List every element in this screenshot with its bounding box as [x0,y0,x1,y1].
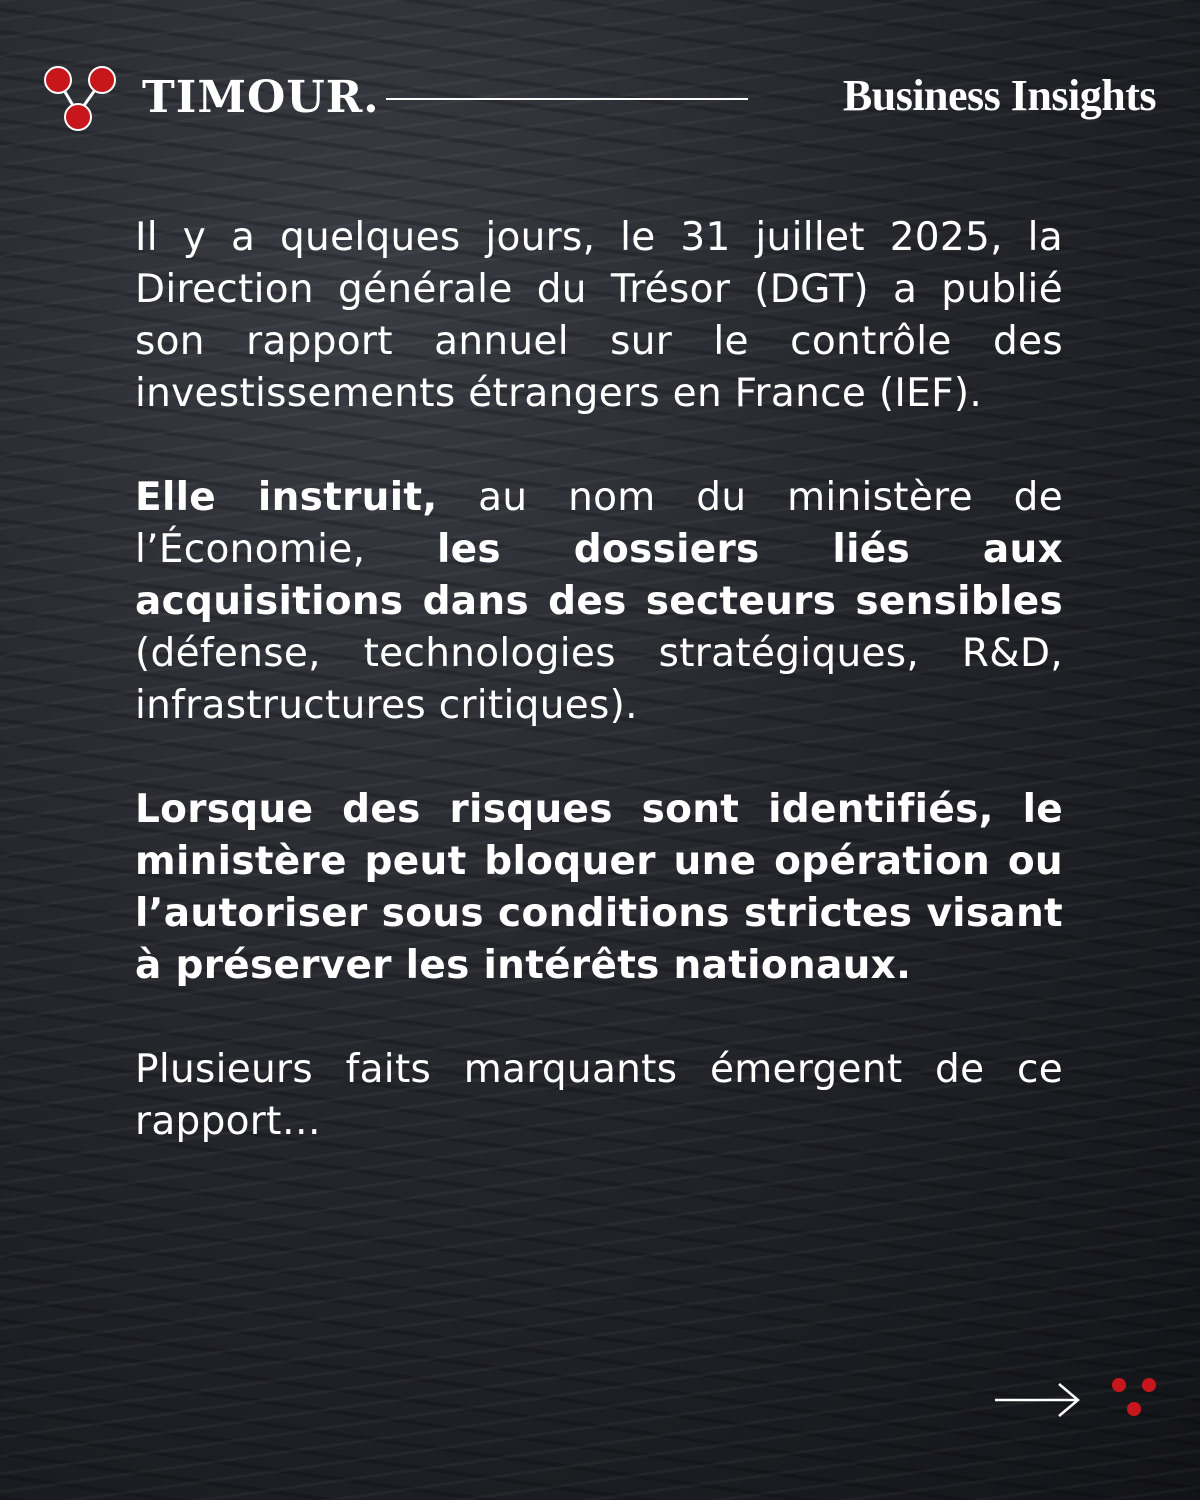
mission-text-2: (défense, technologies stratégiques, R&D, infrastructures critiques). [135,631,1063,728]
paragraph-intro: Il y a quelques jours, le 31 juillet 2025, la Direction générale du Trésor (DGT) a publié son rapport annuel sur le contrôle des investissements étrangers en France (IEF). [135,215,1063,416]
risks-bold-text: Lorsque des risques sont identifiés, le ministère peut bloquer une opération ou l’autoriser sous conditions strictes visant à préserver les intérêts nationaux. [135,787,1063,988]
arrow-right-icon[interactable] [993,1380,1081,1420]
header [40,62,1160,132]
header-tagline: Business Insights [842,71,1156,120]
mission-bold-sectors: les dossiers liés aux acquisitions dans des secteurs sensibles [135,527,1063,624]
paragraph-outro: Plusieurs faits marquants émergent de ce rapport… [135,1047,1063,1144]
mission-bold-lead: Elle instruit, [135,475,438,520]
header-divider [386,98,748,100]
timour-logo-icon [40,62,118,132]
paragraph-mission [135,472,1063,732]
paragraph-risks [135,784,1063,992]
brand-name: TIMOUR. [142,72,380,123]
three-dots-logo-icon [1110,1376,1158,1420]
mission-text-1: au nom du ministère de l’Économie, [135,475,1064,572]
article-body [135,212,1063,1200]
